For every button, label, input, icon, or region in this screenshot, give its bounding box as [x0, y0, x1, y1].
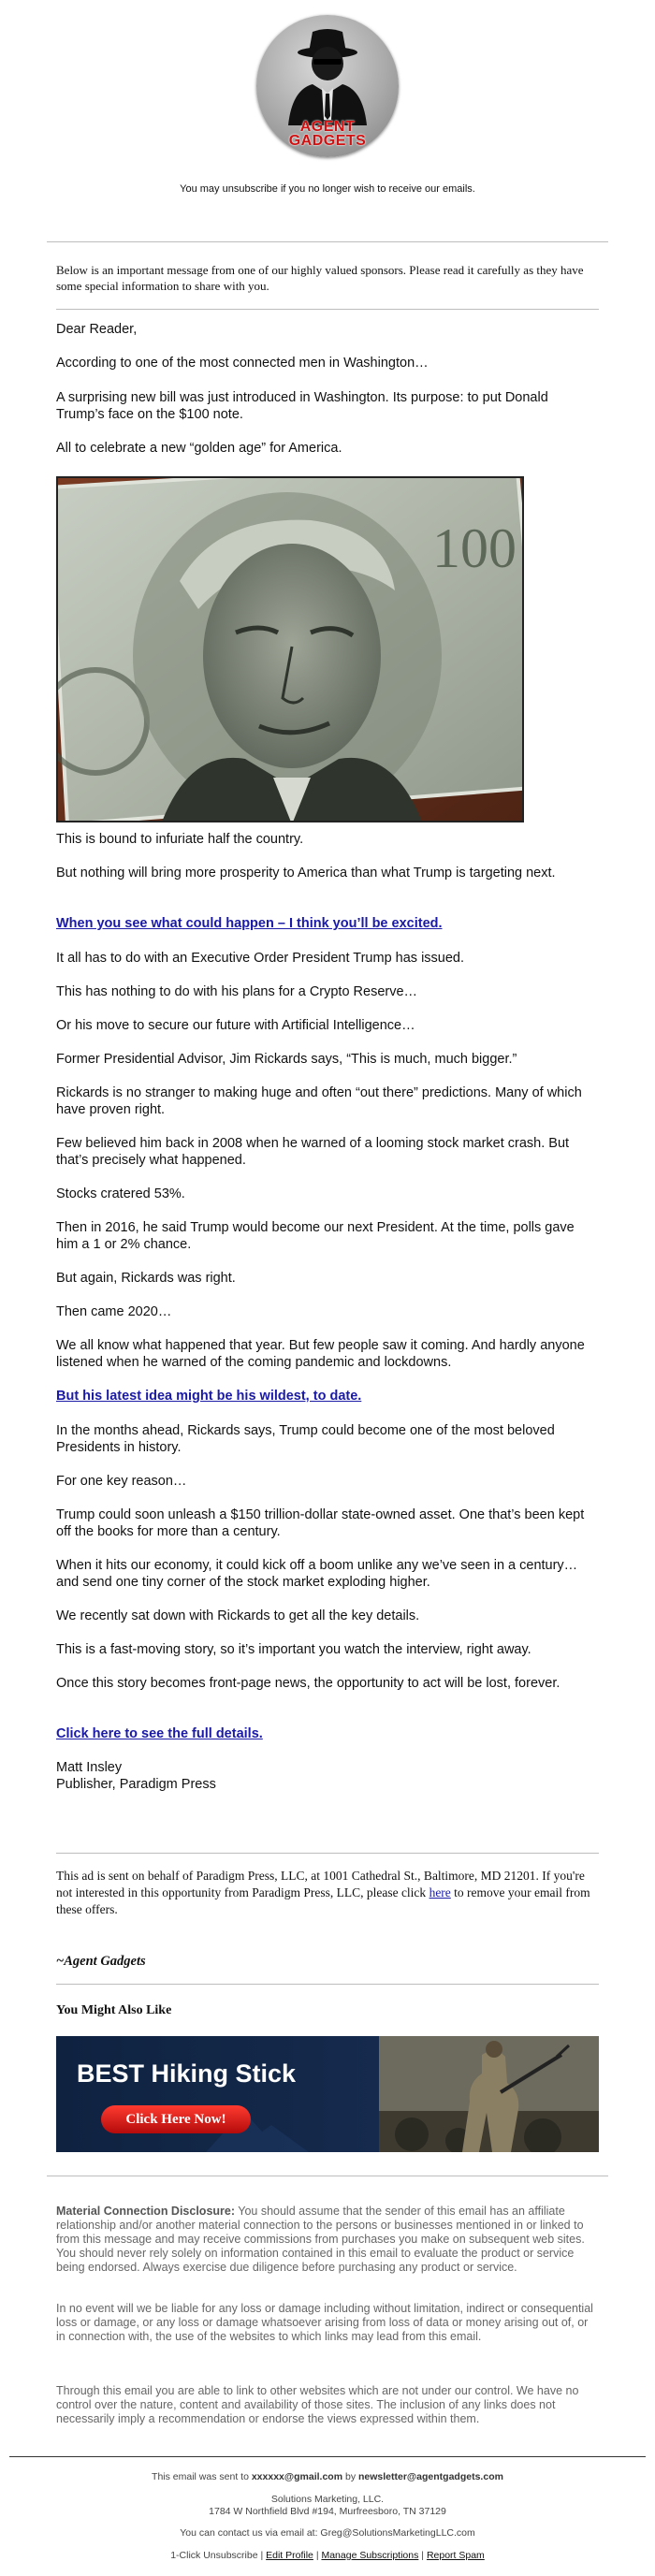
company-address: 1784 W Northfield Blvd #194, Murfreesboro, TN 37129 [209, 2506, 446, 2517]
contact-line: You can contact us via email at: Greg@SolutionsMarketingLLC.com [180, 2527, 475, 2539]
liability-disclosure: In no event will we be liable for any loss or damage including without limitation, indirect or consequential loss or damage, or any loss or damage whatsoever arising from loss of data or money arising out of, or in connection with, the use of the websites to which links may lead from this email. [56, 2302, 593, 2343]
hiking-stick-banner[interactable] [56, 2036, 599, 2152]
divider [9, 2456, 646, 2457]
hundred-dollar-note-image[interactable] [56, 476, 524, 822]
cta-link-full-details[interactable] [56, 1725, 599, 1742]
unsubscribe-notice: You may unsubscribe if you no longer wish to receive our emails. [180, 183, 475, 195]
cta-link-text[interactable]: Click here to see the full details. [56, 1726, 263, 1741]
body-paragraph: This has nothing to do with his plans for a Crypto Reserve… [56, 984, 418, 999]
body-paragraph: In the months ahead, Rickards says, Trump could become one of the most beloved Presidents in history. [56, 1423, 555, 1455]
one-click-unsubscribe-link[interactable]: 1-Click Unsubscribe [170, 2550, 258, 2561]
banner-background [56, 2036, 599, 2152]
ad-footer-text-end: to remove your email from these offers. [56, 1885, 590, 1916]
signature: ~Agent Gadgets [56, 1954, 146, 1969]
body-paragraph: We all know what happened that year. But few people saw it coming. And hardly anyone listened when he warned of the coming pandemic and lockdowns. [56, 1338, 585, 1370]
sent-to-line [0, 2471, 655, 2482]
report-spam-link[interactable]: Report Spam [426, 2550, 485, 2561]
logo-text-line1: AGENT [299, 119, 356, 135]
body-paragraph: When it hits our economy, it could kick off a boom unlike any we’ve seen in a century… and send one tiny corner of the stock market exploding higher. [56, 1558, 578, 1590]
body-paragraph: According to one of the most connected men in Washington… [56, 356, 429, 371]
link-separator: | [418, 2550, 427, 2561]
cta-link-text[interactable]: But his latest idea might be his wildest, to date. [56, 1389, 362, 1404]
body-paragraph: But again, Rickards was right. [56, 1271, 236, 1286]
recipient-email: xxxxxx@gmail.com [251, 2471, 343, 2482]
greeting: Dear Reader, [56, 322, 138, 337]
remove-email-link[interactable]: here [429, 1885, 451, 1899]
body-paragraph: Trump could soon unleash a $150 trillion-dollar state-owned asset. One that’s been kept off the books for more than a century. [56, 1507, 585, 1539]
body-paragraph: For one key reason… [56, 1474, 187, 1489]
sent-to-prefix: This email was sent to [152, 2471, 252, 2482]
body-paragraph: But nothing will bring more prosperity to America than what Trump is targeting next. [56, 866, 556, 880]
banner-title: BEST Hiking Stick [77, 2059, 297, 2088]
banner-cta-button[interactable]: Click Here Now! [125, 2112, 226, 2127]
edit-profile-link[interactable]: Edit Profile [266, 2550, 313, 2561]
body-paragraph: Then came 2020… [56, 1304, 172, 1319]
body-paragraph: A surprising new bill was just introduced in Washington. Its purpose: to put Donald Trump’s face on the $100 note. [56, 390, 548, 422]
links-disclosure: Through this email you are able to link to other websites which are not under our control. We have no control over the nature, content and availability of those sites. The inclusion of any links does not necessarily imply a recommendation or endorse the views expressed within them. [56, 2384, 579, 2425]
body-paragraph: Then in 2016, he said Trump would become our next President. At the time, polls gave him a 1 or 2% chance. [56, 1220, 575, 1252]
manage-subscriptions-link[interactable]: Manage Subscriptions [321, 2550, 419, 2561]
link-separator: | [313, 2550, 322, 2561]
body-paragraph: It all has to do with an Executive Order President Trump has issued. [56, 951, 465, 966]
disclosure-text: You should assume that the sender of this email has an affiliate relationship and/or another material connection to the persons or businesses mentioned in or linked to from this message and may receive commissions from purchases you make on subsequent web sites. You should never rely solely on information contained in this email to evaluate the product or service being endorsed. Always exercise due diligence before purchasing any product or service. [56, 2205, 585, 2274]
footer-links [0, 2550, 655, 2561]
link-separator: | [257, 2550, 267, 2561]
sent-by-mid: by [342, 2471, 358, 2482]
logo-text-line2: GADGETS [288, 133, 367, 149]
body-paragraph: Few believed him back in 2008 when he warned of a looming stock market crash. But that’s precisely what happened. [56, 1136, 570, 1168]
currency-portrait-illustration [58, 478, 524, 822]
cta-link-wildest[interactable] [56, 1388, 599, 1404]
you-might-like-heading: You Might Also Like [56, 2003, 172, 2017]
agent-gadgets-logo[interactable] [256, 15, 399, 157]
divider [56, 309, 599, 310]
body-paragraph: Or his move to secure our future with Artificial Intelligence… [56, 1018, 415, 1033]
material-disclosure [56, 2205, 599, 2275]
body-paragraph: Once this story becomes front-page news, the opportunity to act will be lost, forever. [56, 1676, 560, 1691]
body-paragraph: All to celebrate a new “golden age” for America. [56, 441, 342, 456]
sender-email: newsletter@agentgadgets.com [358, 2471, 503, 2482]
divider [56, 1853, 599, 1854]
body-paragraph: This is a fast-moving story, so it’s important you watch the interview, right away. [56, 1642, 531, 1657]
body-paragraph: This is bound to infuriate half the country. [56, 832, 304, 847]
body-paragraph: Former Presidential Advisor, Jim Rickards says, “This is much, much bigger.” [56, 1052, 517, 1067]
company-name: Solutions Marketing, LLC. [270, 2494, 385, 2505]
sponsor-intro: Below is an important message from one of our highly valued sponsors. Please read it carefully as they have some special information to share with you. [56, 263, 584, 293]
divider [56, 1984, 599, 1985]
body-paragraph: Stocks cratered 53%. [56, 1186, 185, 1201]
sign-name: Matt Insley [56, 1760, 123, 1775]
ad-footer-notice [56, 1868, 599, 1918]
cta-link-text[interactable]: When you see what could happen – I think you’ll be excited. [56, 916, 443, 931]
divider [47, 241, 608, 242]
ad-footer-text: This ad is sent on behalf of Paradigm Press, LLC, at 1001 Cathedral St., Baltimore, MD 21201. If you're not interested in this opportunity from Paradigm Press, LLC, please click [56, 1869, 585, 1899]
sign-title: Publisher, Paradigm Press [56, 1777, 216, 1792]
body-paragraph: Rickards is no stranger to making huge and often “out there” predictions. Many of which have proven right. [56, 1085, 582, 1117]
cta-link-excited[interactable] [56, 915, 599, 932]
disclosure-label: Material Connection Disclosure: [56, 2205, 236, 2218]
body-paragraph: We recently sat down with Rickards to get all the key details. [56, 1608, 420, 1623]
svg-text:100: 100 [432, 517, 517, 579]
